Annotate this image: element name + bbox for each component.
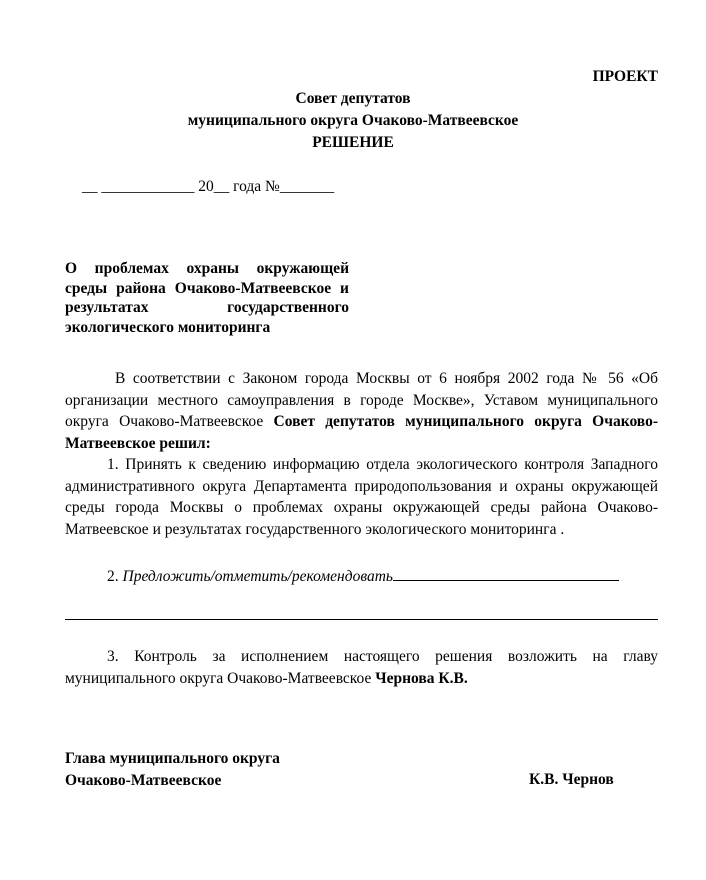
item-3 bbox=[65, 646, 658, 689]
document-header bbox=[0, 88, 706, 154]
item-3-paragraph bbox=[65, 646, 658, 689]
blank-rule-line bbox=[65, 619, 658, 620]
preamble-text: В соответствии с Законом города Москвы от 6 ноября 2002 года № 56 «Об организации местного самоуправления в городе Москве», Уставом муниципального округа Очаково-Матвеевское bbox=[65, 370, 658, 430]
signature-title-line1: Глава муниципального округа bbox=[65, 750, 280, 767]
decision-subject: О проблемах охраны окружающей среды района Очаково-Матвеевское и результатах государственного экологического мониторинга bbox=[65, 260, 349, 336]
signature-name: К.В. Чернов bbox=[529, 771, 614, 788]
municipality-name: муниципального округа Очаково-Матвеевское bbox=[187, 112, 519, 129]
item-2-blank-line bbox=[393, 566, 619, 581]
preamble-bold-tail: Совет депутатов муниципального округа Очаково-Матвеевское решил: bbox=[65, 413, 658, 452]
item-3-bold-name: Чернова К.В. bbox=[375, 669, 468, 687]
item-2-text: Предложить/отметить/рекомендовать bbox=[122, 568, 393, 585]
item-2-number: 2. bbox=[107, 568, 123, 585]
council-name: Совет депутатов bbox=[295, 90, 411, 107]
signature-title bbox=[65, 748, 280, 791]
signature-title-line2: Очаково-Матвеевское bbox=[65, 771, 222, 789]
preamble-paragraph bbox=[65, 368, 658, 454]
date-number-line: __ ____________ 20__ года №_______ bbox=[82, 178, 335, 195]
item-1: 1. Принять к сведению информацию отдела экологического контроля Западного административного округа Департамента природопользования и охраны окружающей среды города Москвы о проблемах охраны окружающей среды района Очаково-Матвеевское и результатах государственного экологического мониторинга . bbox=[65, 456, 658, 538]
decision-body bbox=[65, 368, 658, 540]
project-mark: ПРОЕКТ bbox=[592, 68, 658, 85]
item-2 bbox=[107, 566, 619, 588]
document-type: РЕШЕНИЕ bbox=[312, 134, 394, 151]
item-3-text: 3. Контроль за исполнением настоящего решения возложить на главу муниципального округа Очаково-Матвеевское bbox=[65, 648, 658, 687]
